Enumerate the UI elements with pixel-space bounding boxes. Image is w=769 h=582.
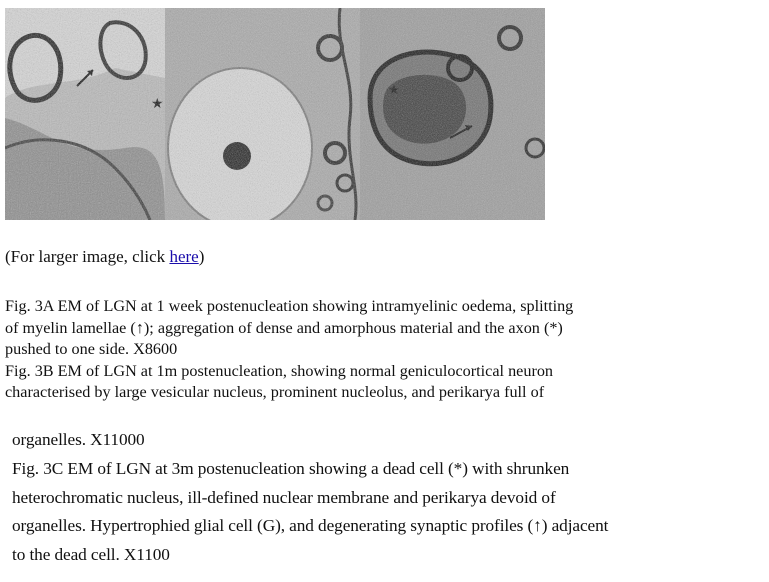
- caption-line: heterochromatic nucleus, ill-defined nuclear membrane and perikarya devoid of: [12, 487, 556, 507]
- caption-line: Fig. 3A EM of LGN at 1 week postenucleation showing intramyelinic oedema, splitting: [5, 297, 574, 315]
- caption-line: to the dead cell. X1100: [12, 545, 170, 565]
- caption-line: of myelin lamellae (↑); aggregation of dense and amorphous material and the axon (*): [5, 318, 563, 337]
- larger-image-link[interactable]: here: [169, 247, 199, 266]
- caption-line: Fig. 3B EM of LGN at 1m postenucleation, showing normal geniculocortical neuron: [5, 361, 554, 380]
- em-micrograph-panel-c: [360, 8, 545, 220]
- larger-image-prefix: (For larger image, click: [5, 247, 170, 266]
- larger-image-line: [5, 246, 204, 268]
- figure-caption-ab: [5, 296, 769, 404]
- caption-line: organelles. Hypertrophied glial cell (G), and degenerating synaptic profiles (↑) adjacent: [12, 516, 609, 536]
- caption-line: pushed to one side. X8600: [5, 340, 178, 358]
- caption-line: organelles. X11000: [12, 430, 145, 449]
- em-figure-strip: [5, 8, 545, 220]
- figure-caption-c: [12, 426, 769, 570]
- em-micrograph-panel-b: [165, 8, 360, 220]
- larger-image-suffix: ): [198, 247, 205, 266]
- em-micrograph-panel-a: [5, 8, 165, 220]
- caption-line: characterised by large vesicular nucleus, prominent nucleolus, and perikarya full of: [5, 383, 545, 401]
- caption-line: Fig. 3C EM of LGN at 3m postenucleation showing a dead cell (*) with shrunken: [12, 458, 570, 478]
